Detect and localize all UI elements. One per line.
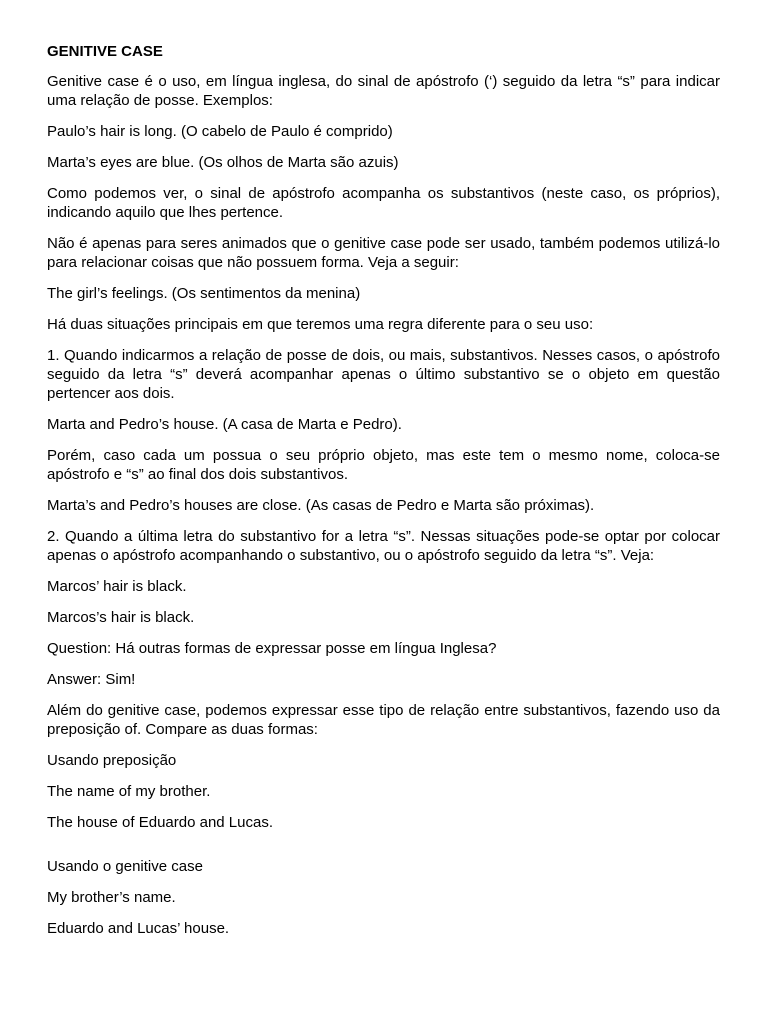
document-page (47, 42, 720, 950)
example-marcos-apostrophe: Marcos’ hair is black. (47, 578, 187, 595)
paragraph-two-situations: Há duas situações principais em que teremos uma regra diferente para o seu uso: (47, 316, 594, 333)
question: Question: Há outras formas de expressar posse em língua Inglesa? (47, 640, 497, 657)
blank-line (47, 844, 720, 857)
example-paulo: Paulo’s hair is long. (O cabelo de Paulo é comprido) (47, 123, 393, 140)
paragraph-preposition-of: Além do genitive case, podemos expressar esse tipo de relação entre substantivos, fazendo uso da preposição of. Compare as duas formas: (47, 702, 720, 738)
rule-one: 1. Quando indicarmos a relação de posse de dois, ou mais, substantivos. Nesses casos, o apóstrofo seguido da letra “s” deverá acompanhar apenas o último substantivo se o objeto em questão pertencer aos dois. (47, 347, 720, 402)
paragraph-inanimate: Não é apenas para seres animados que o genitive case pode ser usado, também podemos utilizá-lo para relacionar coisas que não possuem forma. Veja a seguir: (47, 235, 720, 271)
example-separate-houses: Marta’s and Pedro’s houses are close. (As casas de Pedro e Marta são próximas). (47, 497, 595, 514)
example-house-of-eduardo: The house of Eduardo and Lucas. (47, 814, 273, 831)
example-marcos-apostrophe-s: Marcos’s hair is black. (47, 609, 195, 626)
example-girl: The girl’s feelings. (Os sentimentos da menina) (47, 285, 361, 302)
paragraph-definition: Genitive case é o uso, em língua inglesa, do sinal de apóstrofo (‘) seguido da letra “s” para indicar uma relação de posse. Exemplos: (47, 73, 720, 109)
example-marta-eyes: Marta’s eyes are blue. (Os olhos de Marta são azuis) (47, 154, 399, 171)
example-name-of-brother: The name of my brother. (47, 783, 211, 800)
example-eduardo-lucas-house: Eduardo and Lucas’ house. (47, 920, 230, 937)
example-brothers-name: My brother’s name. (47, 889, 176, 906)
heading-using-preposition: Usando preposição (47, 752, 177, 769)
paragraph-explanation: Como podemos ver, o sinal de apóstrofo acompanha os substantivos (neste caso, os próprios), indicando aquilo que lhes pertence. (47, 185, 720, 221)
example-shared-house: Marta and Pedro’s house. (A casa de Marta e Pedro). (47, 416, 402, 433)
rule-two: 2. Quando a última letra do substantivo for a letra “s”. Nessas situações pode-se optar por colocar apenas o apóstrofo acompanhando o substantivo, ou o apóstrofo seguido da letra “s”. Veja: (47, 528, 720, 564)
paragraph-separate-objects: Porém, caso cada um possua o seu próprio objeto, mas este tem o mesmo nome, coloca-se apóstrofo e “s” ao final dos dois substantivos. (47, 447, 720, 483)
document-title: GENITIVE CASE (47, 43, 163, 60)
heading-using-genitive: Usando o genitive case (47, 858, 203, 875)
answer: Answer: Sim! (47, 671, 136, 688)
